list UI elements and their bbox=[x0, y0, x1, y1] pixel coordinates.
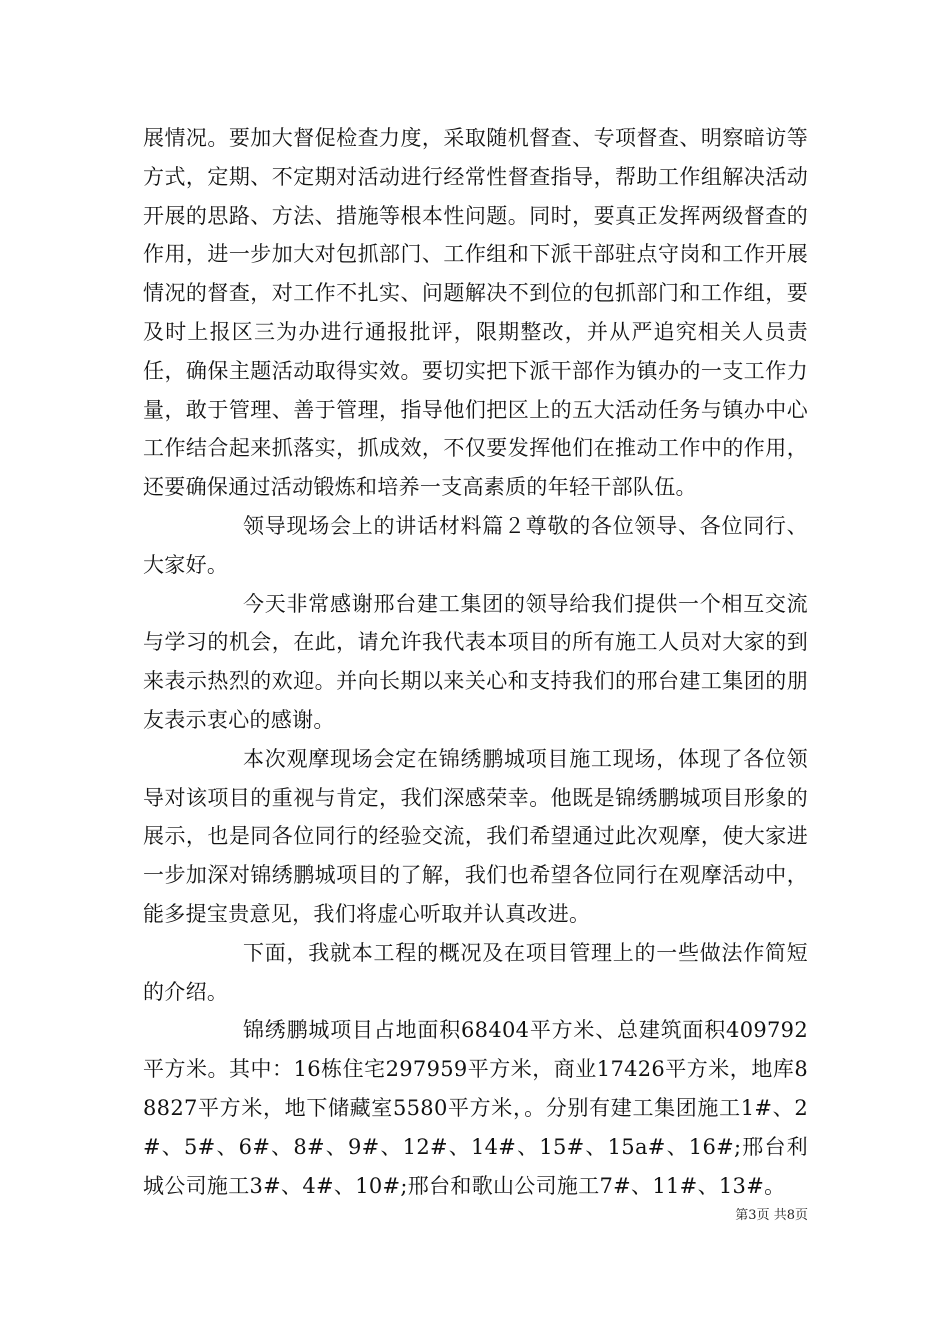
page-number: 3 bbox=[748, 1208, 757, 1223]
paragraph-5: 下面，我就本工程的概况及在项目管理上的一些做法作简短的介绍。 bbox=[143, 940, 808, 1004]
paragraph-1: 展情况。要加大督促检查力度，采取随机督查、专项督查、明察暗访等方式，定期、不定期对活动进行经常性督查指导，帮助工作组解决活动开展的思路、方法、措施等根本性问题。同时，要真正发挥两级督查的作用，进一步加大对包抓部门、工作组和下派干部驻点守岗和工作开展情况的督查，对工作不扎实、问题解决不到位的包抓部门和工作组，要及时上报区三为办进行通报批评，限期整改，并从严追究相关人员责任，确保主题活动取得实效。要切实把下派干部作为镇办的一支工作力量，敢于管理、善于管理，指导他们把区上的五大活动任务与镇办中心工作结合起来抓落实，抓成效，不仅要发挥他们在推动工作中的作用，还要确保通过活动锻炼和培养一支高素质的年轻干部队伍。 bbox=[143, 126, 808, 500]
page-prefix: 第 bbox=[735, 1208, 749, 1223]
page-footer bbox=[700, 1208, 808, 1224]
page-middle: 页 共 bbox=[756, 1208, 787, 1223]
document-body bbox=[143, 119, 808, 1205]
paragraph-6: 锦绣鹏城项目占地面积68404平方米、总建筑面积409792平方米。其中：16栋住宅297959平方米，商业17426平方米，地库88827平方米，地下储藏室5580平方米，。分别有建工集团施工1#、2#、5#、6#、8#、9#、12#、14#、15#、15a#、16#;邢台利城公司施工3#、4#、10#;邢台和歌山公司施工7#、11#、13#。 bbox=[143, 1018, 808, 1198]
paragraph-4: 本次观摩现场会定在锦绣鹏城项目施工现场，体现了各位领导对该项目的重视与肯定，我们深感荣幸。他既是锦绣鹏城项目形象的展示，也是同各位同行的经验交流，我们希望通过此次观摩，使大家进一步加深对锦绣鹏城项目的了解，我们也希望各位同行在观摩活动中，能多提宝贵意见，我们将虚心听取并认真改进。 bbox=[143, 746, 808, 926]
paragraph-2: 领导现场会上的讲话材料篇２尊敬的各位领导、各位同行、大家好。 bbox=[143, 513, 808, 577]
paragraph-3: 今天非常感谢邢台建工集团的领导给我们提供一个相互交流与学习的机会，在此，请允许我代表本项目的所有施工人员对大家的到来表示热烈的欢迎。并向长期以来关心和支持我们的邢台建工集团的朋友表示衷心的感谢。 bbox=[143, 591, 808, 732]
page-total: 8 bbox=[786, 1208, 795, 1223]
page-suffix: 页 bbox=[794, 1208, 808, 1223]
